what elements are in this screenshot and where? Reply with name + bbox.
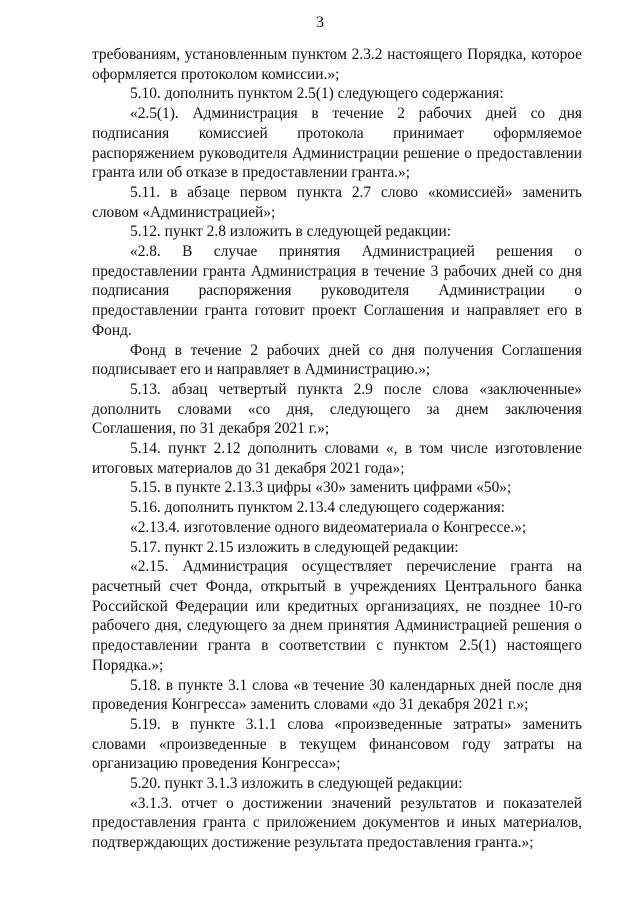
paragraph-5-18: 5.18. в пункте 3.1 слова «в течение 30 календарных дней после дня проведения Конгресса» заменить словами «до 31 декабря 2021 г.»; xyxy=(92,676,582,714)
paragraph-5-14: 5.14. пункт 2.12 дополнить словами «, в том числе изготовление итоговых материалов до 31 декабря 2021 года»; xyxy=(92,440,582,477)
paragraph-5-16: 5.16. дополнить пунктом 2.13.4 следующего содержания: xyxy=(130,499,505,517)
paragraph-5-13: 5.13. абзац четвертый пункта 2.9 после слова «заключенные» дополнить словами «со дня, следующего за днем заключения Соглашения, по 31 декабря 2021 г.»; xyxy=(92,380,582,438)
paragraph-5-20: 5.20. пункт 3.1.3 изложить в следующей редакции: xyxy=(130,775,463,793)
paragraph-fund: Фонд в течение 2 рабочих дней со дня получения Соглашения подписывает его и направляет в Администрацию.»; xyxy=(92,341,582,379)
paragraph-quote-2-13-4: «2.13.4. изготовление одного видеоматериала о Конгрессе.»; xyxy=(130,518,527,536)
paragraph-5-11: 5.11. в абзаце первом пункта 2.7 слово «комиссией» заменить словом «Администрацией»; xyxy=(92,183,582,221)
paragraph-quote-3-1-3: «3.1.3. отчет о достижении значений результатов и показателей предоставления гранта с приложением документов и иных материалов, подтверждающих достижение результата предоставления гранта.»; xyxy=(92,794,582,852)
paragraph-5-10: 5.10. дополнить пунктом 2.5(1) следующего содержания: xyxy=(130,85,504,103)
paragraph-5-15: 5.15. в пункте 2.13.3 цифры «30» заменить цифрами «50»; xyxy=(130,479,512,497)
paragraph-quote-2-5-1: «2.5(1). Администрация в течение 2 рабочих дней со дня подписания комиссией протокола принимает оформляемое распоряжением руководителя Администрации решение о предоставлении гранта или об отказе в предоставлении гранта.»; xyxy=(92,105,582,182)
paragraph-5-17: 5.17. пункт 2.15 изложить в следующей редакции: xyxy=(130,538,459,556)
page-number: 3 xyxy=(316,14,324,31)
paragraph-continuation: требованиям, установленным пунктом 2.3.2 настоящего Порядка, которое оформляется протоколом комиссии.»; xyxy=(92,46,582,83)
paragraph-quote-2-8: «2.8. В случае принятия Администрацией решения о предоставлении гранта Администрация в течение 3 рабочих дней со дня подписания распоряжения руководителя Администрации о предоставлении гранта готовит проект Соглашения и направляет его в Фонд. xyxy=(92,243,582,339)
paragraph-5-19: 5.19. в пункте 3.1.1 слова «произведенные затраты» заменить словами «произведенные в текущем финансовом году затраты на организацию проведения Конгресса»; xyxy=(92,715,582,773)
document-body xyxy=(92,45,582,853)
paragraph-quote-2-15: «2.15. Администрация осуществляет перечисление гранта на расчетный счет Фонда, открытый в учреждениях Центрального банка Российской Федерации или кредитных организациях, не позднее 10-го рабочего дня, следующего за днем принятия Администрацией решения о предоставлении гранта в соответствии с пунктом 2.5(1) настоящего Порядка.»; xyxy=(92,558,582,674)
paragraph-5-12: 5.12. пункт 2.8 изложить в следующей редакции: xyxy=(130,223,451,241)
